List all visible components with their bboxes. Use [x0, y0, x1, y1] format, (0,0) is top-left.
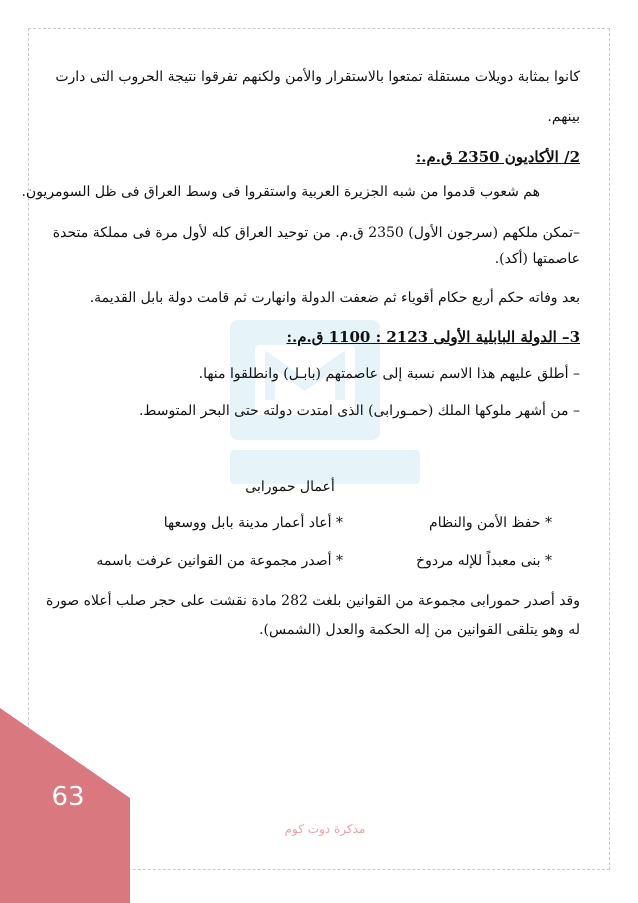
section-heading-babylonian: 3– الدولة البابلية الأولى 2123 : 1100 ق.م.:: [286, 328, 580, 346]
footer-brand: مذكرة دوت كوم: [284, 822, 366, 836]
paragraph-line: بعد وفاته حكم أربع حكام أقوياء ثم ضعفت الدولة وانهارت ثم قامت دولة بابل القديمة.: [89, 290, 580, 306]
section-heading-akkadians: 2/ الأكاديون 2350 ق.م.:: [415, 148, 580, 166]
bullet-item: * أعاد أعمار مدينة بابل ووسعها: [163, 515, 343, 531]
paragraph-line: وقد أصدر حمورابى مجموعة من القوانين بلغت 282 مادة نقشت على حجر صلب أعلاه صورة: [45, 593, 580, 609]
bullet-item: * حفظ الأمن والنظام: [429, 515, 552, 531]
paragraph-line: – من أشهر ملوكها الملك (حمـورابى) الذى امتدت دولته حتى البحر المتوسط.: [138, 403, 580, 419]
paragraph-line: – أطلق عليهم هذا الاسم نسبة إلى عاصمتهم (بابـل) وانطلقوا منها.: [198, 366, 580, 382]
page-number: 63: [51, 782, 85, 812]
bullet-item: * بنى معبداً للإله مردوخ: [416, 553, 552, 569]
bullet-item: * أصدر مجموعة من القوانين عرفت باسمه: [96, 553, 343, 569]
paragraph-line: كانوا بمثابة دويلات مستقلة تمتعوا بالاستقرار والأمن ولكنهم تفرقوا نتيجة الحروب التى دارت: [55, 69, 580, 85]
paragraph-line: هم شعوب قدموا من شبه الجزيرة العربية واستقروا فى وسط العراق فى ظل السومريون.: [21, 184, 540, 200]
paragraph-line: له وهو يتلقى القوانين من إله الحكمة والعدل (الشمس).: [259, 622, 580, 638]
paragraph-line: –تمكن ملكهم (سرجون الأول) 2350 ق.م. من توحيد العراق كله لأول مرة فى مملكة متحدة: [52, 225, 580, 241]
subsection-title: أعمال حمورابى: [245, 479, 335, 495]
paragraph-line: عاصمتها (أكد).: [494, 251, 580, 267]
paragraph-line: بينهم.: [547, 109, 580, 125]
